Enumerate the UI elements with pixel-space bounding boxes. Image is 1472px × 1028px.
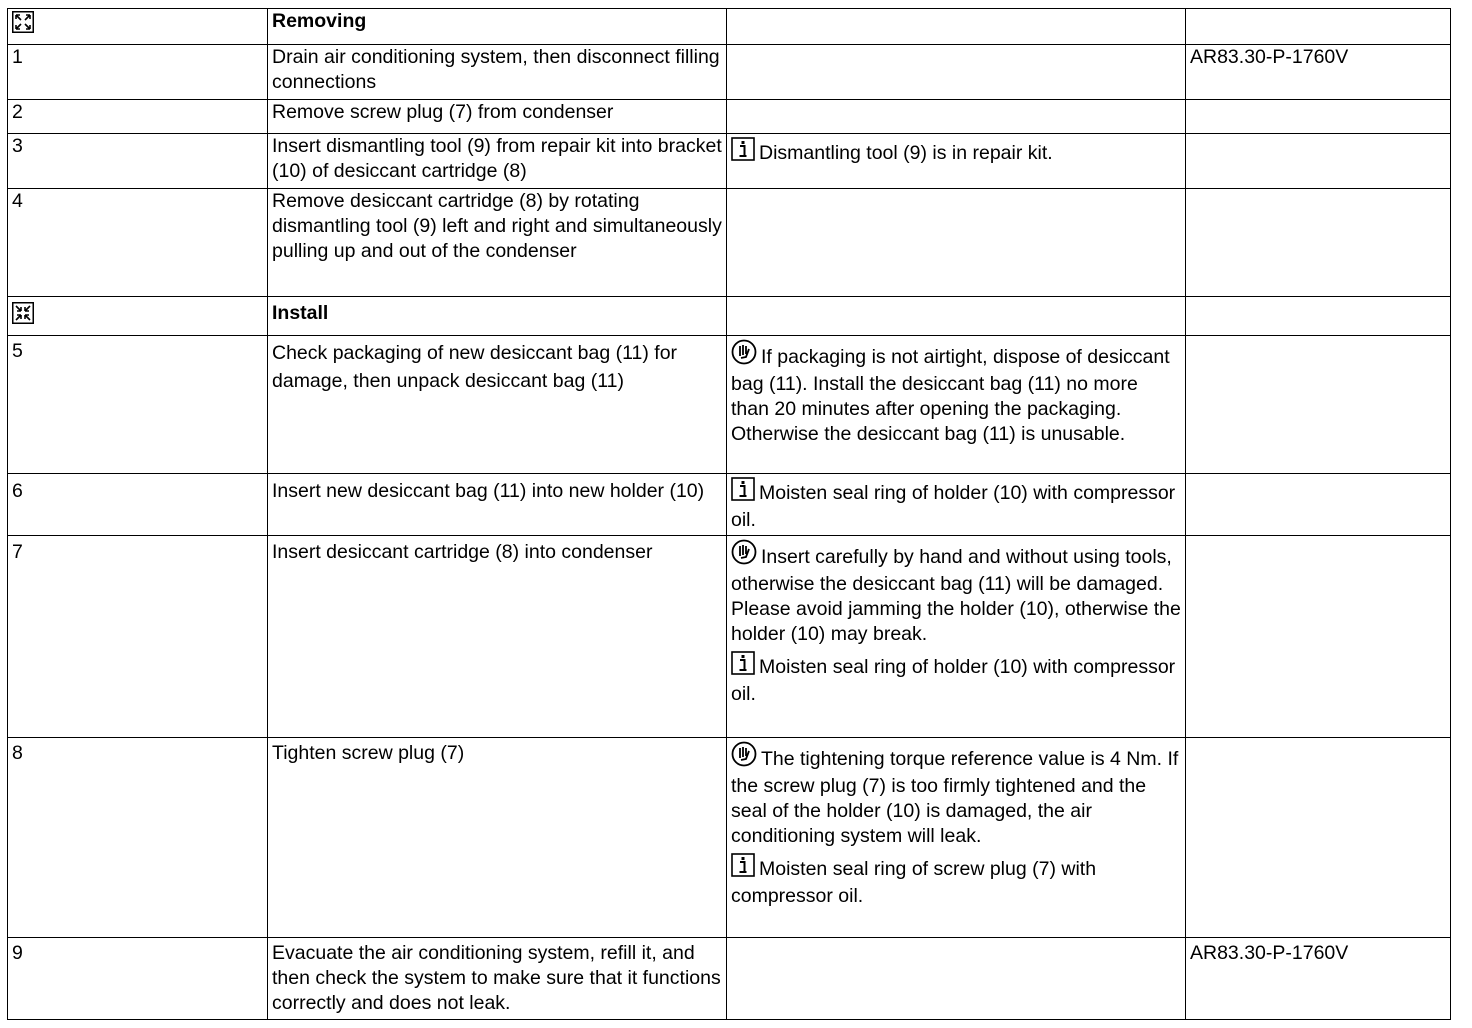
step-number: 8 [8, 738, 268, 938]
step-number: 2 [8, 100, 268, 134]
section-title: Install [268, 297, 727, 336]
reference-link[interactable]: AR83.30-P-1760V [1186, 45, 1451, 100]
note-text: Moisten seal ring of holder (10) with compressor oil. [731, 656, 1176, 705]
note-text-extra: Please avoid jamming the holder (10), otherwise the holder (10) may break. [731, 598, 1181, 645]
note-text: The tightening torque reference value is 4 Nm. If the screw plug (7) is too firmly tightened and the seal of the holder (10) is damaged, the air conditioning system will leak. [731, 748, 1179, 847]
note-cell [727, 738, 1186, 938]
step-number: 9 [8, 938, 268, 1020]
step-text: Tighten screw plug (7) [268, 738, 727, 938]
step-text: Remove screw plug (7) from condenser [268, 100, 727, 134]
step-number: 4 [8, 189, 268, 297]
note-cell [727, 536, 1186, 738]
table-row [8, 938, 1451, 1020]
install-arrows-icon [12, 302, 34, 324]
step-number: 7 [8, 536, 268, 738]
caution-hand-icon [731, 539, 757, 572]
note-text: Dismantling tool (9) is in repair kit. [759, 142, 1053, 164]
table-row [8, 100, 1451, 134]
step-text: Insert desiccant cartridge (8) into condenser [268, 536, 727, 738]
step-number: 3 [8, 134, 268, 189]
note-text: Insert carefully by hand and without using tools, otherwise the desiccant bag (11) will be damaged. [731, 546, 1172, 595]
table-row [8, 189, 1451, 297]
step-text: Insert new desiccant bag (11) into new holder (10) [268, 474, 727, 536]
table-row [8, 45, 1451, 100]
step-number: 6 [8, 474, 268, 536]
reference-link[interactable]: AR83.30-P-1760V [1186, 938, 1451, 1020]
procedure-table [7, 8, 1451, 1020]
step-number: 5 [8, 336, 268, 474]
step-number: 1 [8, 45, 268, 100]
section-header-removing [8, 9, 1451, 45]
note-cell [727, 134, 1186, 189]
caution-hand-icon [731, 741, 757, 774]
info-icon [731, 853, 755, 884]
note-cell [727, 474, 1186, 536]
note-cell [727, 336, 1186, 474]
table-row [8, 536, 1451, 738]
info-icon [731, 651, 755, 682]
removal-arrows-icon [12, 11, 34, 33]
step-text: Check packaging of new desiccant bag (11) for damage, then unpack desiccant bag (11) [268, 336, 727, 474]
info-icon [731, 477, 755, 508]
step-text: Insert dismantling tool (9) from repair kit into bracket (10) of desiccant cartridge (8) [268, 134, 727, 189]
table-row [8, 336, 1451, 474]
section-header-install [8, 297, 1451, 336]
table-row [8, 134, 1451, 189]
section-title: Removing [268, 9, 727, 45]
note-text: If packaging is not airtight, dispose of desiccant bag (11). Install the desiccant bag (11) no more than 20 minutes after opening the packaging. Otherwise the desiccant bag (11) is unusable. [731, 346, 1170, 445]
info-icon [731, 137, 755, 168]
step-text: Remove desiccant cartridge (8) by rotating dismantling tool (9) left and right and simultaneously pulling up and out of the condenser [268, 189, 727, 297]
caution-hand-icon [731, 339, 757, 372]
step-text: Drain air conditioning system, then disconnect filling connections [268, 45, 727, 100]
note-text: Moisten seal ring of holder (10) with compressor oil. [731, 482, 1176, 531]
table-row [8, 738, 1451, 938]
note-text: Moisten seal ring of screw plug (7) with compressor oil. [731, 858, 1097, 907]
table-row [8, 474, 1451, 536]
step-text: Evacuate the air conditioning system, refill it, and then check the system to make sure that it functions correctly and does not leak. [268, 938, 727, 1020]
